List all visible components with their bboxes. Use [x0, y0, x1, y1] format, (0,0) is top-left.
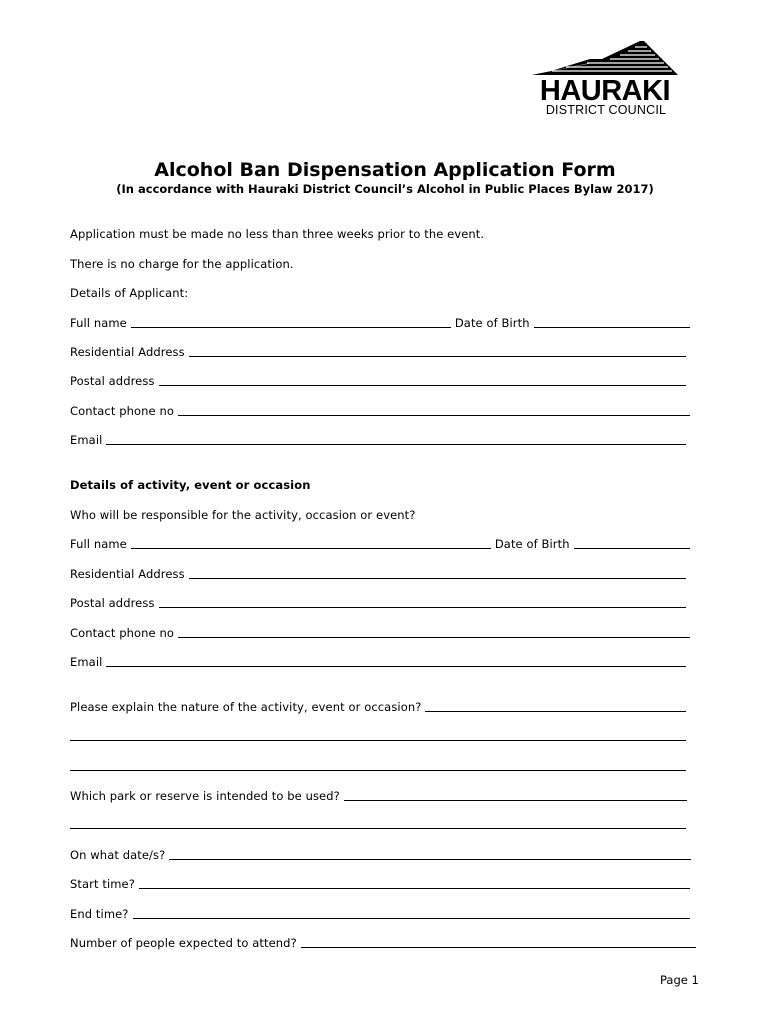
- applicant-name-row: [70, 315, 690, 331]
- dates-row: [70, 847, 691, 863]
- nature-field-line-3[interactable]: [70, 770, 686, 771]
- dob-label: Date of Birth: [454, 316, 530, 330]
- start-time-row: [70, 876, 690, 892]
- start-time-label: Start time?: [70, 877, 135, 891]
- event-heading: Details of activity, event or occasion: [70, 478, 311, 492]
- form-title: Alcohol Ban Dispensation Application Form: [154, 159, 616, 181]
- event-dob-label: Date of Birth: [494, 537, 570, 551]
- event-postal-field[interactable]: [159, 607, 686, 608]
- dates-field[interactable]: [169, 859, 691, 860]
- event-email-field[interactable]: [106, 666, 686, 667]
- end-time-row: [70, 906, 690, 922]
- email-field[interactable]: [106, 444, 686, 445]
- logo-name: HAURAKI: [539, 75, 671, 107]
- park-label: Which park or reserve is intended to be used?: [70, 789, 340, 803]
- postal-address-field[interactable]: [159, 385, 686, 386]
- applicant-phone-row: [70, 403, 690, 419]
- mountain-icon: [532, 38, 678, 78]
- event-full-name-field[interactable]: [131, 548, 491, 549]
- applicant-postal-row: [70, 373, 686, 389]
- residential-address-field[interactable]: [189, 356, 686, 357]
- park-field[interactable]: [344, 800, 687, 801]
- intro-line-1: Application must be made no less than three weeks prior to the event.: [70, 227, 485, 241]
- dob-field[interactable]: [534, 327, 690, 328]
- applicant-heading: Details of Applicant:: [70, 286, 189, 300]
- full-name-label: Full name: [70, 316, 127, 330]
- event-residential-field[interactable]: [189, 578, 686, 579]
- intro-line-2: There is no charge for the application.: [70, 257, 294, 271]
- responsible-question: Who will be responsible for the activity, occasion or event?: [70, 508, 416, 522]
- end-time-label: End time?: [70, 907, 129, 921]
- email-label: Email: [70, 433, 103, 447]
- event-phone-row: [70, 625, 690, 641]
- nature-label: Please explain the nature of the activity, event or occasion?: [70, 700, 422, 714]
- dates-label: On what date/s?: [70, 848, 166, 862]
- logo-subtitle: DISTRICT COUNCIL: [545, 103, 667, 117]
- event-phone-field[interactable]: [178, 637, 690, 638]
- postal-address-label: Postal address: [70, 374, 155, 388]
- contact-phone-label: Contact phone no: [70, 404, 174, 418]
- people-field[interactable]: [301, 947, 696, 948]
- event-email-row: [70, 654, 686, 670]
- nature-field-line-2[interactable]: [70, 740, 686, 741]
- nature-field[interactable]: [425, 711, 686, 712]
- event-postal-row: [70, 595, 686, 611]
- start-time-field[interactable]: [139, 888, 690, 889]
- nature-row: [70, 699, 686, 715]
- applicant-email-row: [70, 432, 686, 448]
- residential-address-label: Residential Address: [70, 345, 185, 359]
- event-residential-label: Residential Address: [70, 567, 185, 581]
- event-dob-field[interactable]: [574, 548, 690, 549]
- contact-phone-field[interactable]: [178, 415, 690, 416]
- event-phone-label: Contact phone no: [70, 626, 174, 640]
- full-name-field[interactable]: [131, 327, 451, 328]
- event-residential-row: [70, 566, 686, 582]
- people-row: [70, 935, 696, 951]
- event-postal-label: Postal address: [70, 596, 155, 610]
- event-full-name-label: Full name: [70, 537, 127, 551]
- people-label: Number of people expected to attend?: [70, 936, 297, 950]
- end-time-field[interactable]: [133, 918, 691, 919]
- council-logo: [532, 38, 678, 120]
- form-subtitle: (In accordance with Hauraki District Council’s Alcohol in Public Places Bylaw 2017): [116, 182, 654, 196]
- applicant-residential-row: [70, 344, 686, 360]
- park-field-line-2[interactable]: [70, 828, 686, 829]
- event-name-row: [70, 536, 690, 552]
- page-number: Page 1: [660, 973, 699, 987]
- park-row: [70, 788, 687, 804]
- event-email-label: Email: [70, 655, 103, 669]
